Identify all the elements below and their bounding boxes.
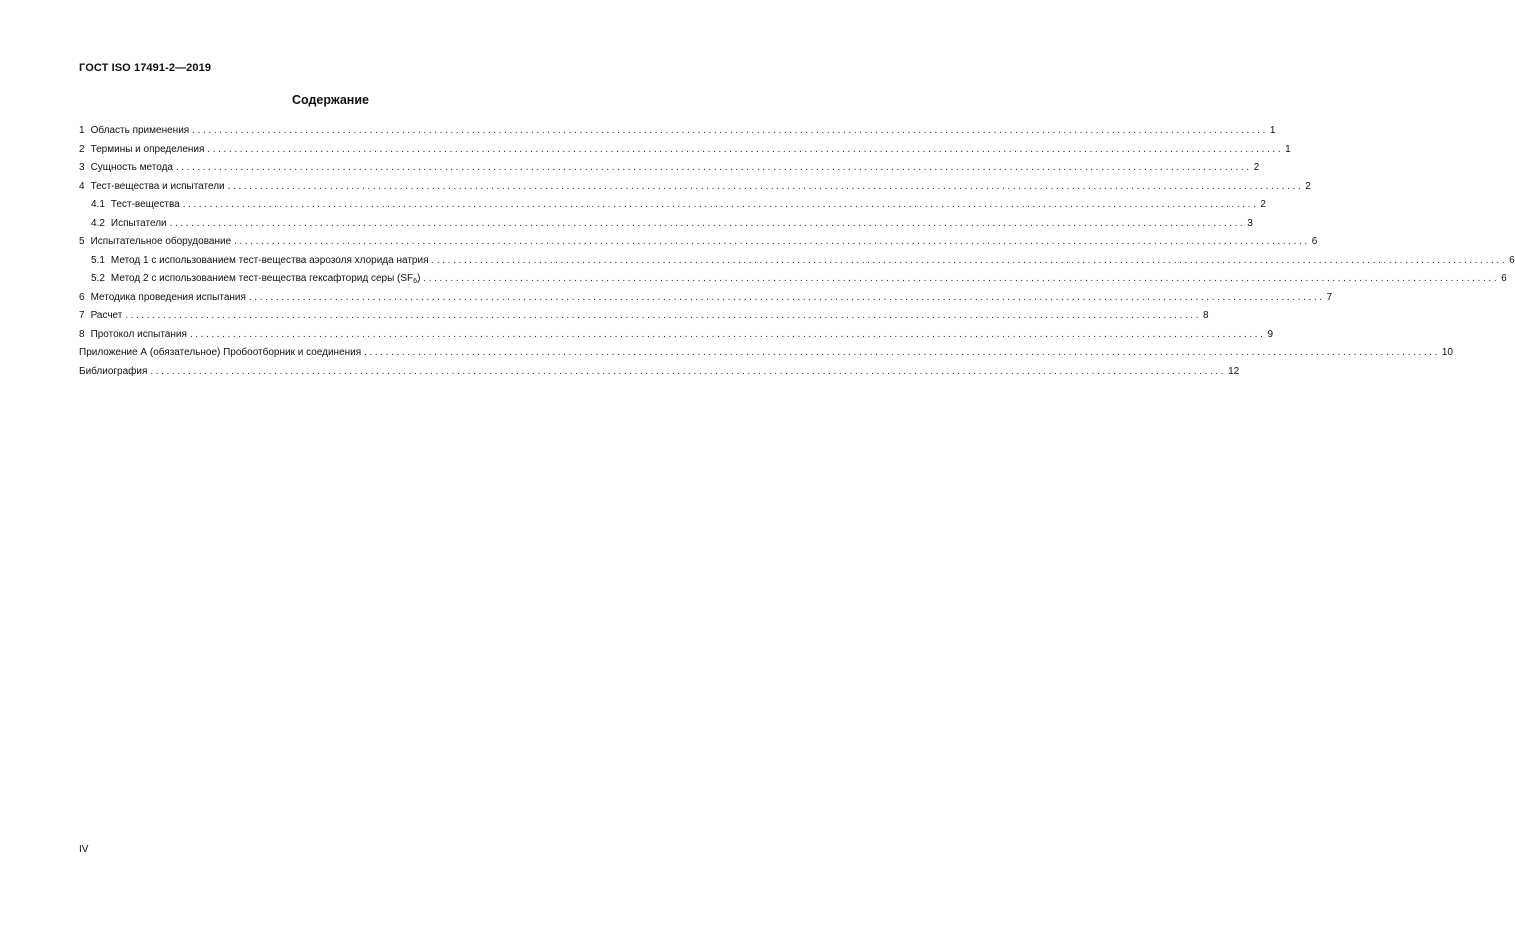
toc-entry-page: 2 <box>1305 180 1311 192</box>
toc-entry-page: 9 <box>1267 328 1274 340</box>
toc-entry-title: Область применения <box>90 125 190 136</box>
toc-entry-page: 7 <box>1326 291 1333 303</box>
toc-entry-page: 3 <box>1247 217 1253 229</box>
toc-leader-dots: ........................................................................................................................................................................................................ <box>175 162 1252 173</box>
toc-entry-6[interactable] <box>79 291 1333 311</box>
toc-entry-1[interactable] <box>79 125 1276 144</box>
toc-leader-dots: ........................................................................................................................................................................................................ <box>364 347 1440 358</box>
toc-leader-dots: ........................................................................................................................................................................................................ <box>248 291 1325 303</box>
toc-entry-number: 5 <box>79 236 85 247</box>
toc-entry-title-end: ) <box>417 273 421 284</box>
toc-entry-title: Расчет <box>90 310 123 321</box>
toc-leader-dots: ........................................................................................................................................................................................................ <box>125 310 1202 321</box>
toc-entry-number: 6 <box>79 291 85 303</box>
toc-leader-dots: ........................................................................................................................................................................................................ <box>189 328 1266 340</box>
toc-entry-title: Библиография <box>79 365 148 377</box>
toc-entry-2[interactable] <box>79 143 1291 163</box>
toc-entry-5-1[interactable] <box>79 254 1515 274</box>
toc-entry-number: 7 <box>79 310 85 321</box>
page-number: IV <box>79 844 89 855</box>
toc-entry-page: 2 <box>1260 199 1266 210</box>
toc-leader-dots: ........................................................................................................................................................................................................ <box>169 217 1246 229</box>
toc-entry-number: 8 <box>79 328 85 340</box>
toc-entry-page: 6 <box>1509 254 1515 266</box>
toc-entry-title: Приложение А (обязательное) Пробоотборник и соединения <box>79 347 362 358</box>
toc-entry-title: Метод 1 с использованием тест-вещества аэрозоля хлорида натрия <box>110 254 429 266</box>
toc-entry-page: 1 <box>1285 143 1291 155</box>
toc-entry-number: 4 <box>79 180 85 192</box>
toc-leader-dots: ........................................................................................................................................................................................................ <box>182 199 1259 210</box>
toc-entry-4-2[interactable] <box>79 217 1253 237</box>
toc-entry-title: Испытатели <box>110 217 167 229</box>
toc-leader-dots: ........................................................................................................................................................................................................ <box>227 180 1304 192</box>
subscript-6: 6 <box>413 278 418 285</box>
toc-entry-bibliography[interactable] <box>79 365 1240 385</box>
toc-entry-number: 5.1 <box>91 254 105 266</box>
toc-entry-5[interactable] <box>79 236 1318 255</box>
toc-entry-5-2[interactable] <box>79 273 1507 292</box>
toc-leader-dots: ........................................................................................................................................................................................................ <box>431 254 1508 266</box>
toc-entry-title: Тест-вещества <box>110 199 180 210</box>
toc-leader-dots: ........................................................................................................................................................................................................ <box>207 143 1284 155</box>
toc-entry-title: Термины и определения <box>90 143 205 155</box>
toc-leader-dots: ........................................................................................................................................................................................................ <box>192 125 1268 136</box>
toc-entry-title: Сущность метода <box>90 162 173 173</box>
toc-entry-page: 6 <box>1501 273 1507 284</box>
toc-leader-dots: ........................................................................................................................................................................................................ <box>150 365 1227 377</box>
toc-entry-title: Методика проведения испытания <box>90 291 246 303</box>
toc-entry-title: Протокол испытания <box>90 328 187 340</box>
toc-entry-page: 12 <box>1228 365 1240 377</box>
table-of-contents <box>79 125 1515 384</box>
toc-entry-8[interactable] <box>79 328 1274 348</box>
toc-entry-number: 2 <box>79 143 85 155</box>
toc-leader-dots: ........................................................................................................................................................................................................ <box>423 273 1500 284</box>
toc-entry-number: 4.2 <box>91 217 105 229</box>
toc-entry-7[interactable] <box>79 310 1209 329</box>
toc-entry-4-1[interactable] <box>79 199 1266 218</box>
toc-leader-dots: ........................................................................................................................................................................................................ <box>234 236 1310 247</box>
toc-entry-title: Тест-вещества и испытатели <box>90 180 225 192</box>
toc-entry-appendix-a[interactable] <box>79 347 1453 366</box>
toc-entry-page: 2 <box>1253 162 1260 173</box>
toc-entry-number: 4.1 <box>91 199 105 210</box>
toc-entry-page: 10 <box>1441 347 1453 358</box>
document-code: ГОСТ ISO 17491-2—2019 <box>79 62 212 74</box>
toc-entry-title <box>111 273 421 284</box>
toc-entry-3[interactable] <box>79 162 1260 181</box>
toc-entry-number: 5.2 <box>91 273 105 284</box>
toc-title: Содержание <box>291 93 369 107</box>
toc-entry-4[interactable] <box>79 180 1311 200</box>
toc-entry-page: 8 <box>1203 310 1209 321</box>
toc-entry-title: Испытательное оборудование <box>90 236 232 247</box>
toc-entry-number: 3 <box>79 162 85 173</box>
toc-entry-number: 1 <box>79 125 85 136</box>
toc-entry-page: 1 <box>1269 125 1276 136</box>
toc-entry-page: 6 <box>1311 236 1318 247</box>
toc-entry-title-main: Метод 2 с использованием тест-вещества гексафторид серы (SF <box>110 273 414 284</box>
